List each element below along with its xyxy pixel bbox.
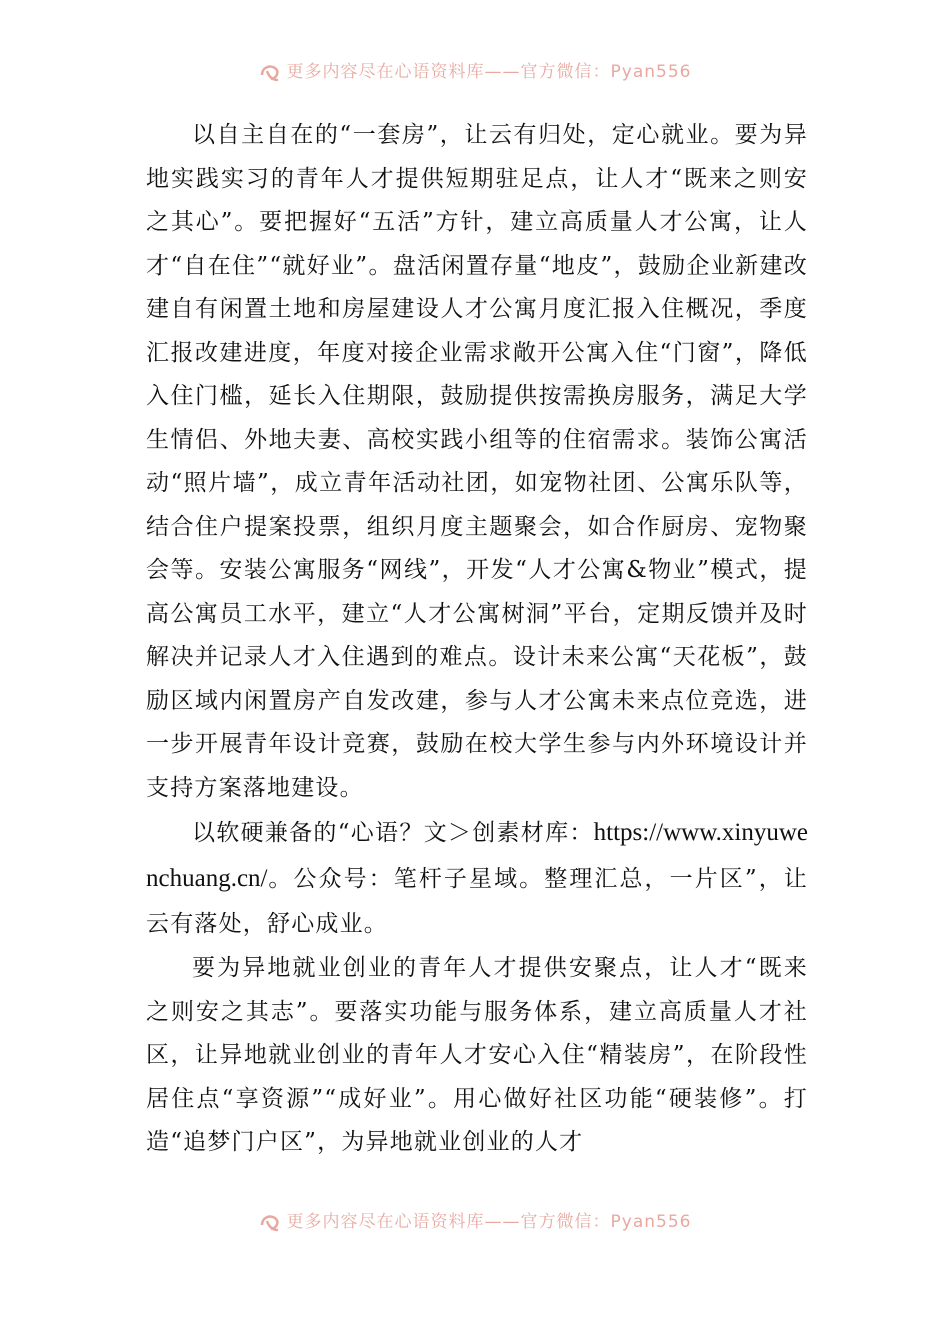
source-note-tail: 。公众号：笔杆子星域。整理汇总，一片区”，让云有落处，舒心成业。 — [146, 866, 808, 937]
paragraph-source-note — [146, 810, 808, 947]
logo-icon — [259, 1211, 281, 1233]
source-url: https://www.xinyuwenchuang.cn/ — [146, 819, 808, 892]
watermark-top — [0, 56, 950, 88]
source-note-lead: 以软硬兼备的“心语？文＞创素材库： — [192, 820, 594, 846]
logo-icon — [259, 61, 281, 83]
watermark-text: 更多内容尽在心语资料库——官方微信：Pyan556 — [286, 1212, 692, 1232]
paragraph-apartment: 以自主自在的“一套房”，让云有归处，定心就业。要为异地实践实习的青年人才提供短期驻足点，让人才“既来之则安之其心”。要把握好“五活”方针，建立高质量人才公寓，让人才“自在住”“就好业”。盘活闲置存量“地皮”，鼓励企业新建改建自有闲置土地和房屋建设人才公寓月度汇报入住概况，季度汇报改建进度，年度对接企业需求敞开公寓入住“门窗”，降低入住门槛，延长入住期限，鼓励提供按需换房服务，满足大学生情侣、外地夫妻、高校实践小组等的住宿需求。装饰公寓活动“照片墙”，成立青年活动社团，如宠物社团、公寓乐队等，结合住户提案投票，组织月度主题聚会，如合作厨房、宠物聚会等。安装公寓服务“网线”，开发“人才公寓&物业”模式，提高公寓员工水平，建立“人才公寓树洞”平台，定期反馈并及时解决并记录人才入住遇到的难点。设计未来公寓“天花板”，鼓励区域内闲置房产自发改建，参与人才公寓未来点位竞选，进一步开展青年设计竞赛，鼓励在校大学生参与内外环境设计并支持方案落地建设。 — [146, 122, 808, 801]
watermark-text: 更多内容尽在心语资料库——官方微信：Pyan556 — [286, 62, 692, 82]
paragraph-community: 要为异地就业创业的青年人才提供安聚点，让人才“既来之则安之其志”。要落实功能与服务体系，建立高质量人才社区，让异地就业创业的青年人才安心入住“精装房”，在阶段性居住点“享资源”“成好业”。用心做好社区功能“硬装修”。打造“追梦门户区”，为异地就业创业的人才 — [146, 955, 808, 1155]
watermark-bottom — [0, 1206, 950, 1238]
document-body — [146, 114, 808, 1165]
